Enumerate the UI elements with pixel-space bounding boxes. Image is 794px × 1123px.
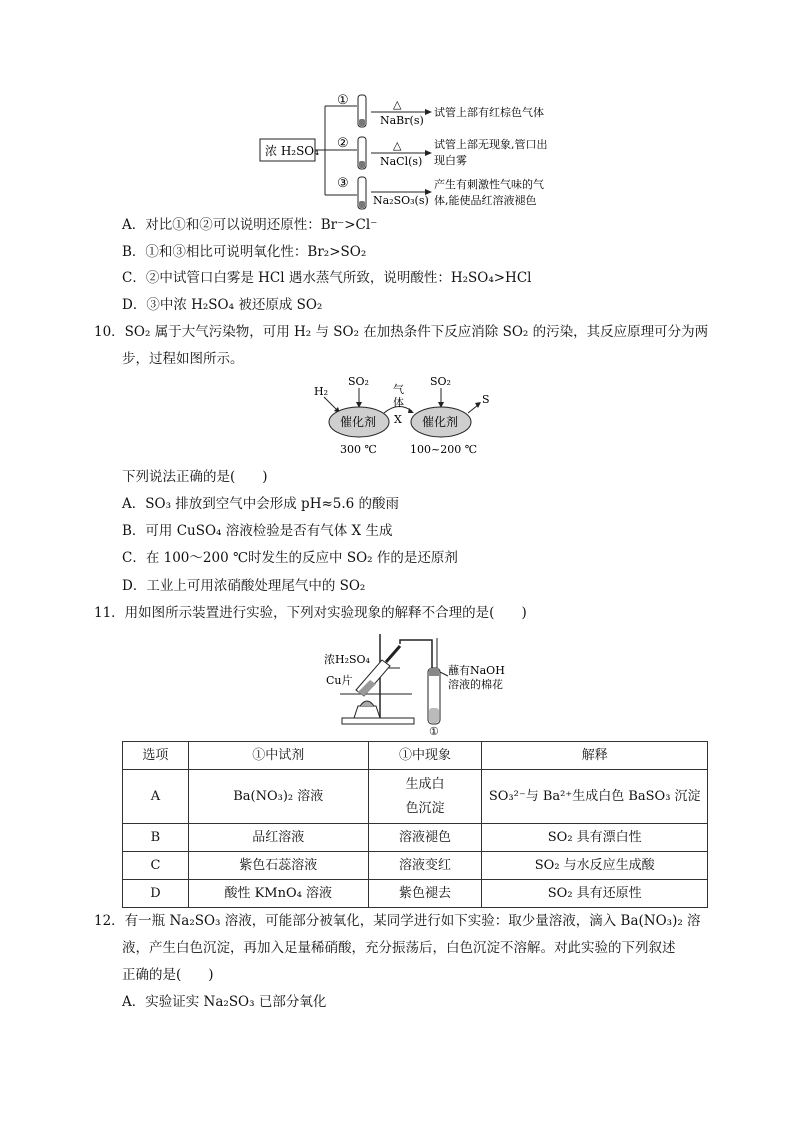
q10-option-a: A．SO₃ 排放到空气中会形成 pH≈5.6 的酸雨: [122, 496, 400, 512]
gas-x-label: X: [394, 413, 402, 426]
table-row: [123, 880, 708, 908]
q11-apparatus-diagram: [320, 628, 510, 736]
q9-option-a: A．对比①和②可以说明还原性：Br⁻>Cl⁻: [122, 217, 378, 233]
result-3-line2: 体,能使品红溶液褪色: [434, 194, 537, 207]
table-row: [123, 824, 708, 852]
q12-option-a: A．实验证实 Na₂SO₃ 已部分氧化: [122, 994, 327, 1010]
catalyst-label-1: 催化剂: [340, 415, 377, 429]
result-2-line2: 现白雾: [434, 154, 467, 167]
table-cell: A: [123, 770, 189, 824]
table-cell: 紫色褪去: [368, 880, 482, 908]
conc-acid-label-q11: 浓H₂SO₄: [324, 653, 370, 666]
tube-3-number: ③: [337, 176, 349, 191]
catalyst-label-2: 催化剂: [422, 415, 459, 429]
q11-options-table: [122, 741, 708, 908]
reagent-2: NaCl(s): [380, 155, 423, 168]
result-3-line1: 产生有刺激性气味的气: [434, 178, 544, 191]
conc-acid-label: 浓 H₂SO₄: [265, 144, 319, 158]
q12-stem-line2: 液，产生白色沉淀，再加入足量稀硝酸，充分振荡后，白色沉淀不溶解。对此实验的下列叙述: [122, 940, 676, 956]
temp-label-2: 100~200 ℃: [410, 443, 478, 456]
sulfur-label: S: [482, 393, 490, 406]
q10-option-c: C．在 100～200 ℃时发生的反应中 SO₂ 作的是还原剂: [122, 550, 458, 566]
q11-stem: 11．用如图所示装置进行实验，下列对实验现象的解释不合理的是( ): [94, 605, 527, 621]
q10-stem-line2: 步，过程如图所示。: [122, 351, 244, 367]
table-header-row: [123, 742, 708, 770]
table-cell: [368, 770, 482, 824]
so2-label-2: SO₂: [430, 375, 451, 388]
copper-label: Cu片: [326, 674, 353, 687]
q12-stem-line3: 正确的是( ): [122, 967, 214, 983]
table-cell: SO₂ 具有还原性: [482, 880, 708, 908]
result-1-line1: 试管上部有红棕色气体: [434, 106, 544, 119]
q12-stem-line1: 12．有一瓶 Na₂SO₃ 溶液，可能部分被氧化，某同学进行如下实验：取少量溶液，滴入 Ba(NO₃)₂ 溶: [94, 913, 701, 929]
q9-option-d: D．③中浓 H₂SO₄ 被还原成 SO₂: [122, 297, 323, 313]
q10-catalyst-diagram: [310, 373, 500, 459]
table-row: [123, 852, 708, 880]
header-phenomenon: ①中现象: [368, 742, 482, 770]
table-cell: SO₂ 具有漂白性: [482, 824, 708, 852]
table-cell: Ba(NO₃)₂ 溶液: [188, 770, 368, 824]
table-cell: 酸性 KMnO₄ 溶液: [188, 880, 368, 908]
table-cell: C: [123, 852, 189, 880]
q10-option-b: B．可用 CuSO₄ 溶液检验是否有气体 X 生成: [122, 523, 393, 539]
table-cell: SO₂ 与水反应生成酸: [482, 852, 708, 880]
heat-symbol-2: △: [393, 139, 402, 152]
result-2-line1: 试管上部无现象,管口出: [434, 138, 548, 151]
cotton-label-line1: 蘸有NaOH: [448, 664, 505, 677]
h2-label: H₂: [314, 385, 329, 398]
q10-stem-line1: 10．SO₂ 属于大气污染物，可用 H₂ 与 SO₂ 在加热条件下反应消除 SO₂ 的污染，其反应原理可分为两: [94, 324, 709, 340]
table-cell-text: 生成白色沉淀: [405, 776, 445, 816]
header-reagent: ①中试剂: [188, 742, 368, 770]
gas-x-char2: 体: [393, 396, 404, 409]
table-cell: B: [123, 824, 189, 852]
q9-apparatus-diagram: [255, 92, 585, 214]
q10-prompt: 下列说法正确的是( ): [122, 469, 268, 485]
table-cell: 溶液褪色: [368, 824, 482, 852]
header-explanation: 解释: [482, 742, 708, 770]
tube-number-q11: ①: [429, 725, 439, 736]
tube-2-number: ②: [337, 136, 349, 151]
table-cell: SO₃²⁻与 Ba²⁺生成白色 BaSO₃ 沉淀: [482, 770, 708, 824]
cotton-label-line2: 溶液的棉花: [448, 678, 503, 691]
table-row: [123, 770, 708, 824]
q9-option-b: B．①和③相比可说明氧化性：Br₂>SO₂: [122, 244, 367, 260]
table-cell: 紫色石蕊溶液: [188, 852, 368, 880]
heat-symbol-1: △: [393, 98, 402, 111]
table-cell: 品红溶液: [188, 824, 368, 852]
table-cell: D: [123, 880, 189, 908]
q9-option-c: C．②中试管口白雾是 HCl 遇水蒸气所致，说明酸性：H₂SO₄>HCl: [122, 270, 532, 286]
header-option: 选项: [123, 742, 189, 770]
tube-1-number: ①: [337, 93, 349, 108]
gas-x-char1: 气: [393, 383, 404, 396]
reagent-3: Na₂SO₃(s): [373, 194, 429, 207]
reagent-1: NaBr(s): [380, 114, 424, 127]
q10-option-d: D．工业上可用浓硝酸处理尾气中的 SO₂: [122, 578, 366, 594]
so2-label-1: SO₂: [348, 375, 369, 388]
table-cell: 溶液变红: [368, 852, 482, 880]
temp-label-1: 300 ℃: [340, 443, 377, 456]
